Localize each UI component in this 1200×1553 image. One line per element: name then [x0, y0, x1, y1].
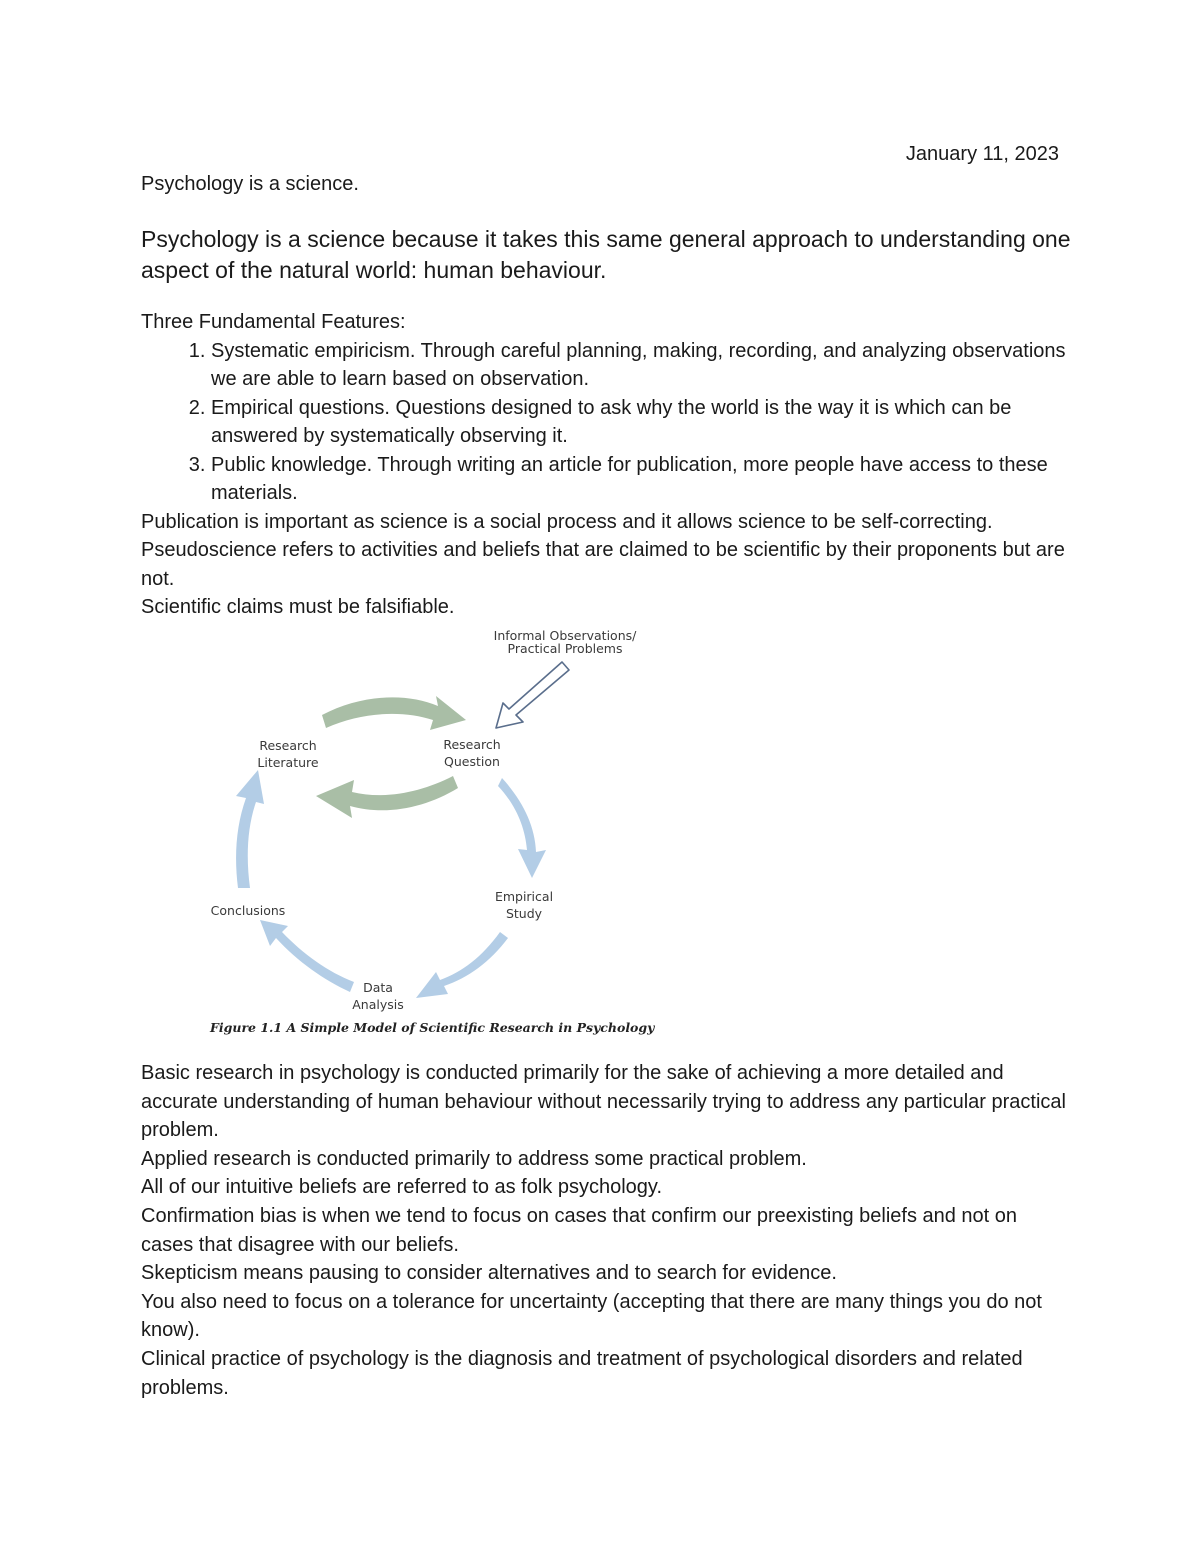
- paragraph-applied-research: Applied research is conducted primarily to address some practical problem.: [141, 1147, 807, 1170]
- paragraph-publication: Publication is important as science is a social process and it allows science to be self-correcting.: [141, 510, 993, 533]
- paragraph-basic-research: Basic research in psychology is conducted primarily for the sake of achieving a more detailed and accurate understanding of human behaviour without necessarily trying to address any particular practical problem.: [141, 1062, 1066, 1142]
- label-research-literature-1: Research: [259, 738, 317, 753]
- features-heading: Three Fundamental Features:: [141, 311, 406, 333]
- document-date: January 11, 2023: [905, 143, 1059, 165]
- label-informal-observations: Informal Observations/: [493, 628, 637, 643]
- green-arrow-bottom: [316, 776, 458, 818]
- figure-caption: Figure 1.1 A Simple Model of Scientific Research in Psychology: [210, 1020, 655, 1035]
- paragraph-folk-psychology: All of our intuitive beliefs are referred to as folk psychology.: [141, 1176, 662, 1199]
- paragraph-pseudoscience: Pseudoscience refers to activities and beliefs that are claimed to be scientific by their proponents but are not.: [141, 539, 1065, 590]
- label-research-literature-2: Literature: [257, 755, 319, 770]
- blue-arrow-question-to-study: [498, 778, 546, 878]
- closing-section: [141, 1059, 1071, 1402]
- label-research-question-1: Research: [443, 737, 501, 752]
- label-data-analysis-1: Data: [363, 980, 393, 995]
- features-section: [141, 308, 1071, 622]
- paragraph-clinical-practice: Clinical practice of psychology is the diagnosis and treatment of psychological disorders and related problems.: [141, 1347, 1023, 1399]
- paragraph-falsifiable: Scientific claims must be falsifiable.: [141, 596, 455, 618]
- label-practical-problems: Practical Problems: [507, 641, 623, 656]
- features-list: [141, 337, 1071, 508]
- feature-item: 1. Systematic empiricism. Through careful planning, making, recording, and analyzing observations we are able to learn based on observation.: [211, 337, 1071, 394]
- blue-arrow-study-to-analysis: [416, 932, 508, 998]
- feature-item: 2. Empirical questions. Questions designed to ask why the world is the way it is which can be answered by systematically observing it.: [211, 394, 1071, 451]
- paragraph-confirmation-bias: Confirmation bias is when we tend to focus on cases that confirm our preexisting beliefs and not on cases that disagree with our beliefs.: [141, 1204, 1018, 1256]
- blue-arrow-conclusions-to-literature: [236, 770, 264, 888]
- label-research-question-2: Question: [444, 754, 500, 769]
- label-data-analysis-2: Analysis: [352, 997, 404, 1012]
- label-empirical-study-2: Study: [505, 906, 543, 921]
- green-arrow-top: [322, 696, 466, 730]
- lead-paragraph: Psychology is a science because it takes this same general approach to understanding one aspect of the natural world: human behaviour.: [141, 226, 1071, 283]
- informal-observations-arrow: [496, 662, 569, 728]
- feature-item: 3. Public knowledge. Through writing an article for publication, more people have access to these materials.: [211, 451, 1071, 508]
- paragraph-skepticism: Skepticism means pausing to consider alternatives and to search for evidence.: [141, 1262, 837, 1285]
- intro-line: Psychology is a science.: [141, 173, 359, 195]
- label-empirical-study-1: Empirical: [494, 889, 554, 904]
- research-model-figure: [190, 620, 670, 1040]
- research-model-diagram: [190, 620, 670, 1040]
- blue-arrow-analysis-to-conclusions: [260, 920, 354, 992]
- label-conclusions: Conclusions: [210, 903, 286, 918]
- paragraph-uncertainty: You also need to focus on a tolerance for uncertainty (accepting that there are many things you do not know).: [141, 1290, 1042, 1342]
